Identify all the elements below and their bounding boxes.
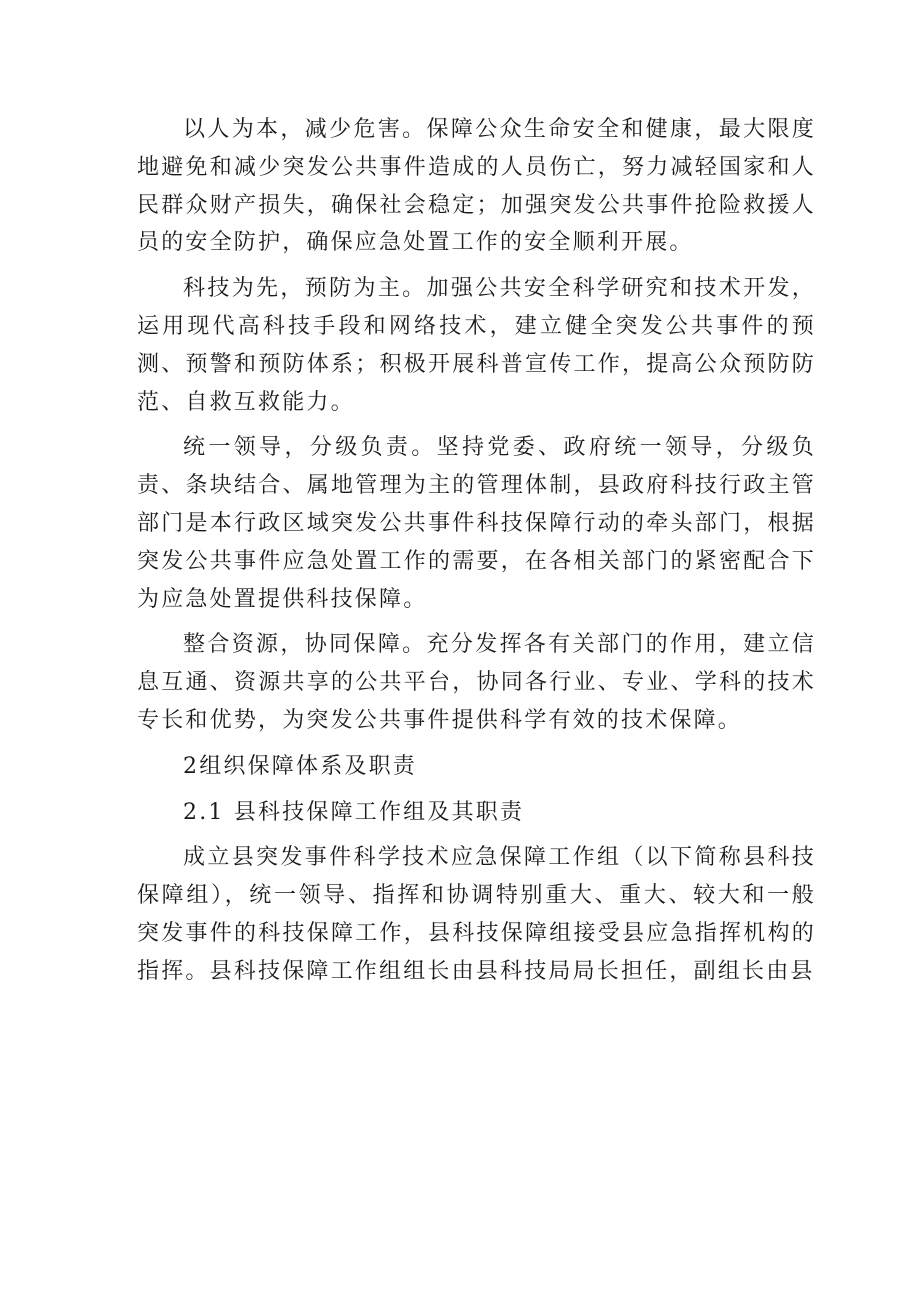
paragraph-unified-leadership: 统一领导，分级负责。坚持党委、政府统一领导，分级负责、条块结合、属地管理为主的管理体制，县政府科技行政主管部门是本行政区域突发公共事件科技保障行动的牵头部门，根据突发公共事件应急处置工作的需要，在各相关部门的紧密配合下为应急处置提供科技保障。 <box>137 435 816 612</box>
paragraph-resource-integration: 整合资源，协同保障。充分发挥各有关部门的作用，建立信息互通、资源共享的公共平台，协同各行业、专业、学科的技术专长和优势，为突发公共事件提供科学有效的技术保障。 <box>137 632 816 733</box>
subsection-heading: 2.1 县科技保障工作组及其职责 <box>183 799 525 825</box>
section-heading: 2组织保障体系及职责 <box>183 753 417 779</box>
paragraph-people-first: 以人为本，减少危害。保障公众生命安全和健康，最大限度地避免和减少突发公共事件造成的人员伤亡，努力减轻国家和人民群众财产损失，确保社会稳定；加强突发公共事件抢险救援人员的安全防护，确保应急处置工作的安全顺利开展。 <box>137 117 816 256</box>
paragraph-technology-first: 科技为先，预防为主。加强公共安全科学研究和技术开发，运用现代高科技手段和网络技术，建立健全突发公共事件的预测、预警和预防体系；积极开展科普宣传工作，提高公众预防防范、自救互救能力。 <box>137 276 816 415</box>
paragraph-working-group: 成立县突发事件科学技术应急保障工作组（以下简称县科技保障组），统一领导、指挥和协调特别重大、重大、较大和一般突发事件的科技保障工作，县科技保障组接受县应急指挥机构的指挥。县科技保障工作组组长由县科技局局长担任，副组长由县 <box>137 845 816 984</box>
